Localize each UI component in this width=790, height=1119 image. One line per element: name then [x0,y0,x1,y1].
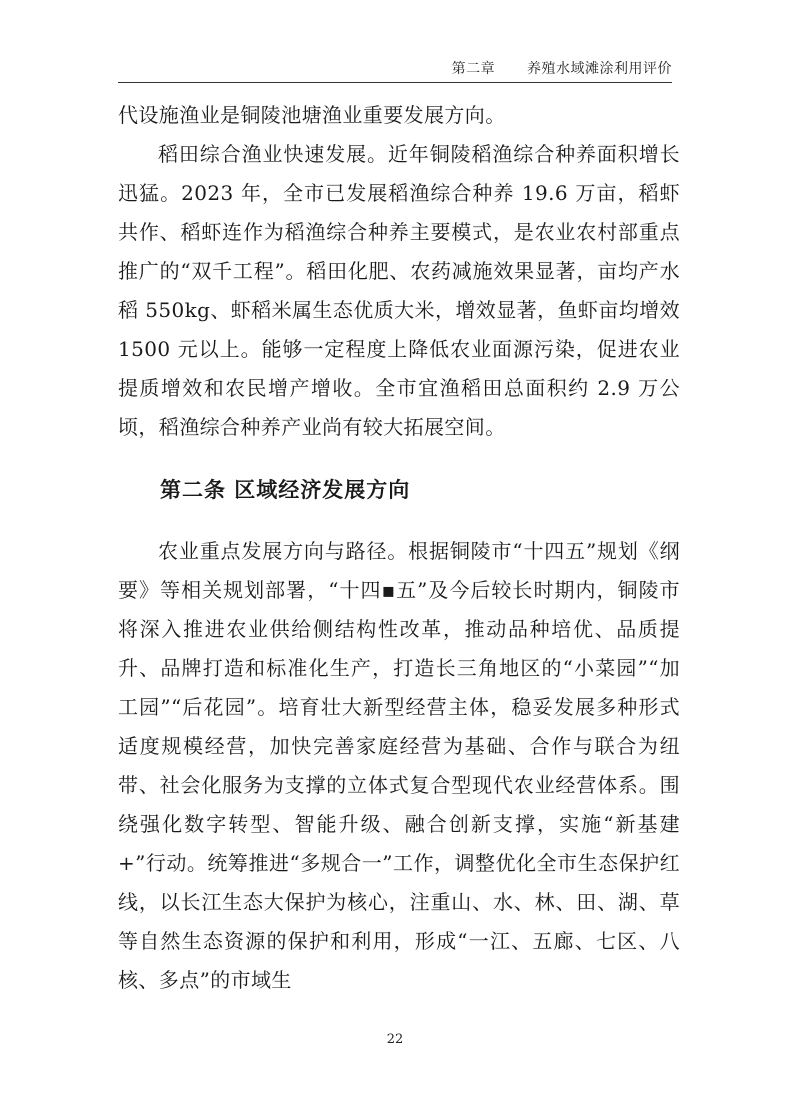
paragraph-continuation: 代设施渔业是铜陵池塘渔业重要发展方向。 [118,103,506,127]
paragraph-agriculture-direction: 农业重点发展方向与路径。根据铜陵市“十四五”规划《纲要》等相关规划部署，“十四▪五”及今后较长时期内，铜陵市将深入推进农业供给侧结构性改革，推动品种培优、品质提升、品牌打造和标准化生产，打造长三角地区的“小菜园”“加工园”“后花园”。培育壮大新型经营主体，稳妥发展多种形式适度规模经营，加快完善家庭经营为基础、合作与联合为纽带、社会化服务为支撑的立体式复合型现代农业经营体系。围绕强化数字转型、智能升级、融合创新支撑，实施“新基建+”行动。统筹推进“多规合一”工作，调整优化全市生态保护红线，以长江生态大保护为核心，注重山、水、林、田、湖、草等自然生态资源的保护和利用，形成“一江、五廊、七区、八核、多点”的市域生 [118,539,680,992]
page-number: 22 [386,1032,404,1047]
header-title: 养殖水域滩涂利用评价 [527,61,672,77]
section-heading: 第二条 区域经济发展方向 [160,478,411,502]
header-divider [118,82,672,83]
paragraph-rice-fishery: 稻田综合渔业快速发展。近年铜陵稻渔综合种养面积增长迅猛。2023 年，全市已发展稻渔综合种养 19.6 万亩，稻虾共作、稻虾连作为稻渔综合种养主要模式，是农业农村部重点推广的“双千工程”。稻田化肥、农药减施效果显著，亩均产水稻 550kg、虾稻米属生态优质大米，增效显著，鱼虾亩均增效 1500 元以上。能够一定程度上降低农业面源污染，促进农业提质增效和农民增产增收。全市宜渔稻田总面积约 2.9 万公顷，稻渔综合种养产业尚有较大拓展空间。 [118,142,680,439]
body-text [118,96,680,1000]
running-header [118,58,672,78]
header-chapter: 第二章 [451,61,496,77]
